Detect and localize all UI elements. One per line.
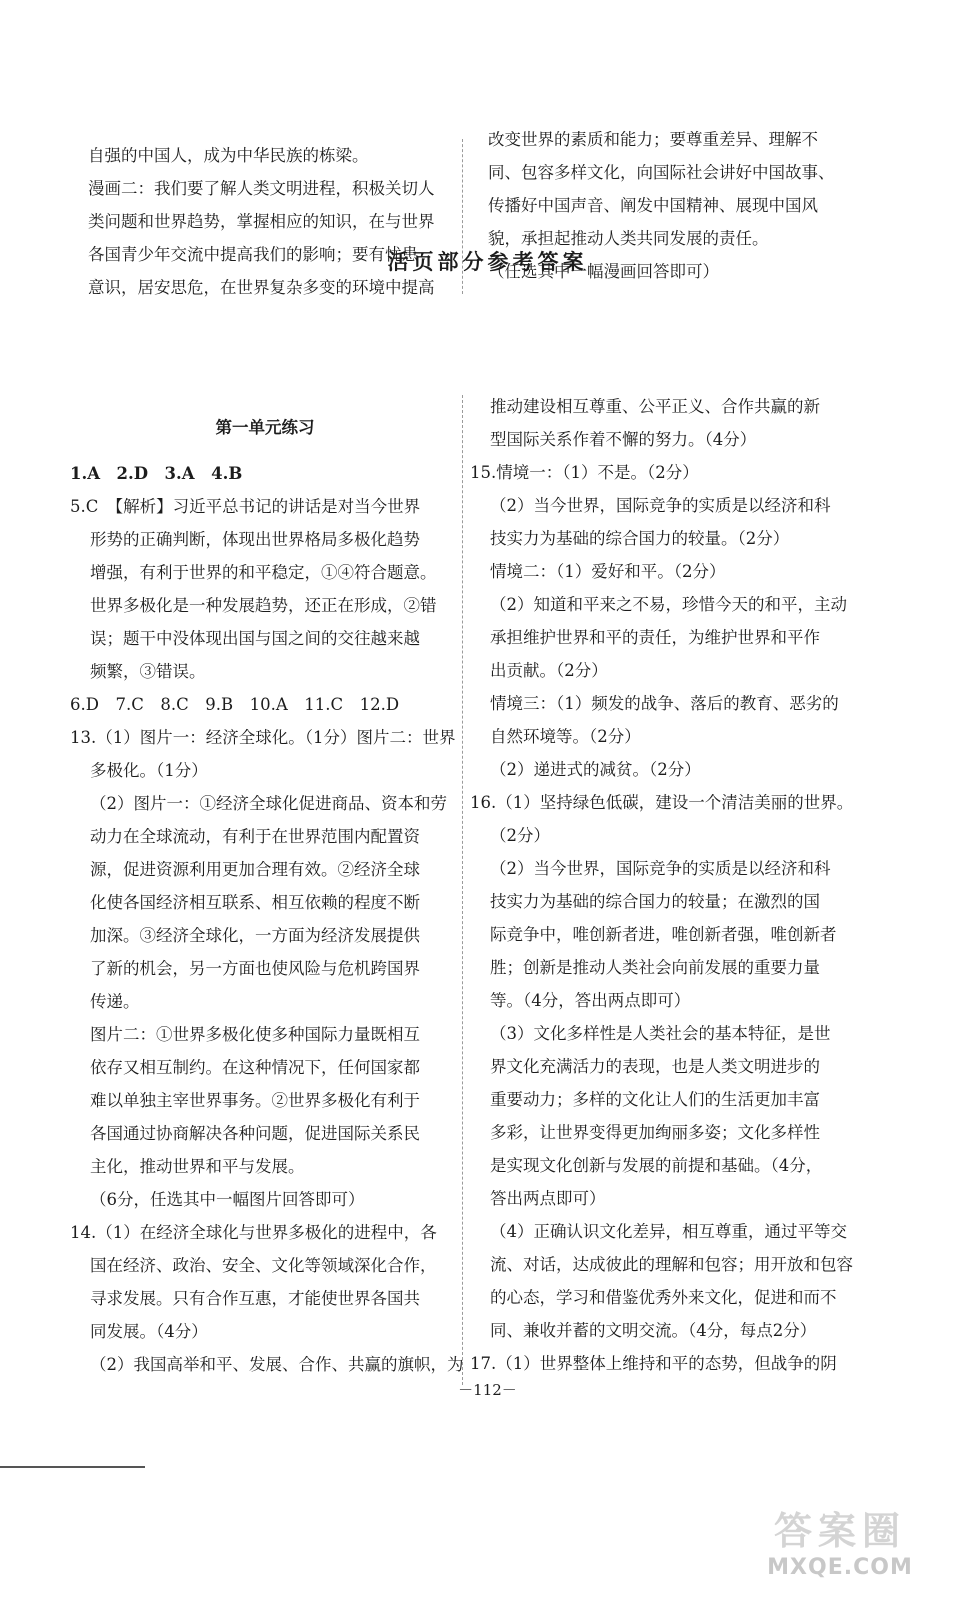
text-line: 自然环境等。（2分） (490, 727, 641, 746)
watermark-url: MXQE.COM (767, 1555, 913, 1580)
text-line: 各国青少年交流中提高我们的影响；要有忧患 (88, 245, 418, 264)
text-line: 形势的正确判断，体现出世界格局多极化趋势 (90, 530, 420, 549)
text-line: （2）当今世界，国际竞争的实质是以经济和科 (490, 496, 831, 515)
text-line: （2）递进式的减贫。（2分） (490, 760, 701, 779)
text-line: 承担维护世界和平的责任，为维护世界和平作 (490, 628, 820, 647)
text-line: （2）图片一：①经济全球化促进商品、资本和劳 (90, 794, 447, 813)
text-line: 16.（1）坚持绿色低碳，建设一个清洁美丽的世界。 (470, 793, 854, 812)
main-right-column (470, 390, 870, 1380)
text-line: 同、兼收并蓄的文明交流。（4分，每点2分） (490, 1321, 817, 1340)
text-line: 胜；创新是推动人类社会向前发展的重要力量 (490, 958, 820, 977)
text-line: 自强的中国人，成为中华民族的栋梁。 (88, 146, 369, 165)
text-line: 答出两点即可） (490, 1189, 606, 1208)
text-line: （3）文化多样性是人类社会的基本特征，是世 (490, 1024, 831, 1043)
text-line: 型国际关系作着不懈的努力。（4分） (490, 430, 757, 449)
text-line: 同发展。（4分） (90, 1322, 208, 1341)
text-line: 漫画二：我们要了解人类文明进程，积极关切人 (88, 179, 435, 198)
text-line: 1.A 2.D 3.A 4.B (70, 464, 243, 483)
text-line: 寻求发展。只有合作互惠，才能使世界各国共 (90, 1289, 420, 1308)
text-line: （2）知道和平来之不易，珍惜今天的和平，主动 (490, 595, 847, 614)
text-line: （6分，任选其中一幅图片回答即可） (90, 1190, 365, 1209)
text-line: 际竞争中，唯创新者进，唯创新者强，唯创新者 (490, 925, 837, 944)
text-line: 6.D 7.C 8.C 9.B 10.A 11.C 12.D (70, 695, 400, 714)
text-line: 改变世界的素质和能力；要尊重差异、理解不 (488, 130, 818, 149)
top-left-column (88, 139, 460, 304)
text-line: 流、对话，达成彼此的理解和包容；用开放和包容 (490, 1255, 853, 1274)
text-line: 世界多极化是一种发展趋势，还正在形成，②错 (90, 596, 437, 615)
text-line: 增强，有利于世界的和平稳定，①④符合题意。 (90, 563, 437, 582)
text-line: 传播好中国声音、阐发中国精神、展现中国风 (488, 196, 818, 215)
text-line: （4）正确认识文化差异，相互尊重，通过平等交 (490, 1222, 847, 1241)
text-line: 同、包容多样文化，向国际社会讲好中国故事、 (488, 163, 835, 182)
text-line: （2分） (490, 826, 550, 845)
text-line: 出贡献。（2分） (490, 661, 608, 680)
text-line: 技实力为基础的综合国力的较量；在激烈的国 (490, 892, 820, 911)
text-line: 动力在全球流动，有利于在世界范围内配置资 (90, 827, 420, 846)
text-line: 类问题和世界趋势，掌握相应的知识，在与世界 (88, 212, 435, 231)
text-line: 技实力为基础的综合国力的较量。（2分） (490, 529, 790, 548)
text-line: 重要动力；多样的文化让人们的生活更加丰富 (490, 1090, 820, 1109)
text-line: 貌，承担起推动人类共同发展的责任。 (488, 229, 769, 248)
text-line: 5.C 【解析】习近平总书记的讲话是对当今世界 (70, 497, 421, 516)
page-number: －112－ (458, 1381, 517, 1399)
section-title: 活页部分参考答案 (387, 249, 588, 274)
main-column-divider (462, 395, 463, 1385)
text-line: （任选其中一幅漫画回答即可） (488, 262, 719, 281)
text-line: 13.（1）图片一：经济全球化。（1分）图片二：世界 (70, 728, 456, 747)
text-line: 误；题干中没体现出国与国之间的交往越来越 (90, 629, 420, 648)
text-line: 界文化充满活力的表现，也是人类文明进步的 (490, 1057, 820, 1076)
text-line: 是实现文化创新与发展的前提和基础。（4分， (490, 1156, 823, 1175)
unit-title: 第一单元练习 (215, 418, 315, 437)
text-line: 意识，居安思危，在世界复杂多变的环境中提高 (88, 278, 435, 297)
main-left-column (70, 457, 464, 1381)
bottom-rule (0, 1466, 145, 1468)
text-line: 加深。③经济全球化，一方面为经济发展提供 (90, 926, 420, 945)
text-line: 各国通过协商解决各种问题，促进国际关系民 (90, 1124, 420, 1143)
text-line: 的心态，学习和借鉴优秀外来文化，促进和而不 (490, 1288, 837, 1307)
text-line: 多彩，让世界变得更加绚丽多姿；文化多样性 (490, 1123, 820, 1142)
text-line: 源，促进资源利用更加合理有效。②经济全球 (90, 860, 420, 879)
watermark (745, 1500, 935, 1592)
text-line: （2）当今世界，国际竞争的实质是以经济和科 (490, 859, 831, 878)
text-line: 难以单独主宰世界事务。②世界多极化有利于 (90, 1091, 420, 1110)
watermark-logo: 答案圈 (773, 1509, 906, 1553)
text-line: 多极化。（1分） (90, 761, 208, 780)
text-line: 推动建设相互尊重、公平正义、合作共赢的新 (490, 397, 820, 416)
text-line: 15.情境一：（1）不是。（2分） (470, 463, 699, 482)
text-line: 14.（1）在经济全球化与世界多极化的进程中，各 (70, 1223, 437, 1242)
text-line: 国在经济、政治、安全、文化等领域深化合作， (90, 1256, 437, 1275)
text-line: 频繁，③错误。 (90, 662, 206, 681)
text-line: 情境三：（1）频发的战争、落后的教育、恶劣的 (490, 694, 839, 713)
text-line: 主化，推动世界和平与发展。 (90, 1157, 305, 1176)
text-line: 图片二：①世界多极化使多种国际力量既相互 (90, 1025, 420, 1044)
text-line: 传递。 (90, 992, 140, 1011)
text-line: 17.（1）世界整体上维持和平的态势，但战争的阴 (470, 1354, 837, 1373)
text-line: 等。（4分，答出两点即可） (490, 991, 691, 1010)
text-line: （2）我国高举和平、发展、合作、共赢的旗帜，为 (90, 1355, 464, 1374)
text-line: 依存又相互制约。在这种情况下，任何国家都 (90, 1058, 420, 1077)
text-line: 化使各国经济相互联系、相互依赖的程度不断 (90, 893, 420, 912)
text-line: 情境二：（1）爱好和平。（2分） (490, 562, 726, 581)
text-line: 了新的机会，另一方面也使风险与危机跨国界 (90, 959, 420, 978)
